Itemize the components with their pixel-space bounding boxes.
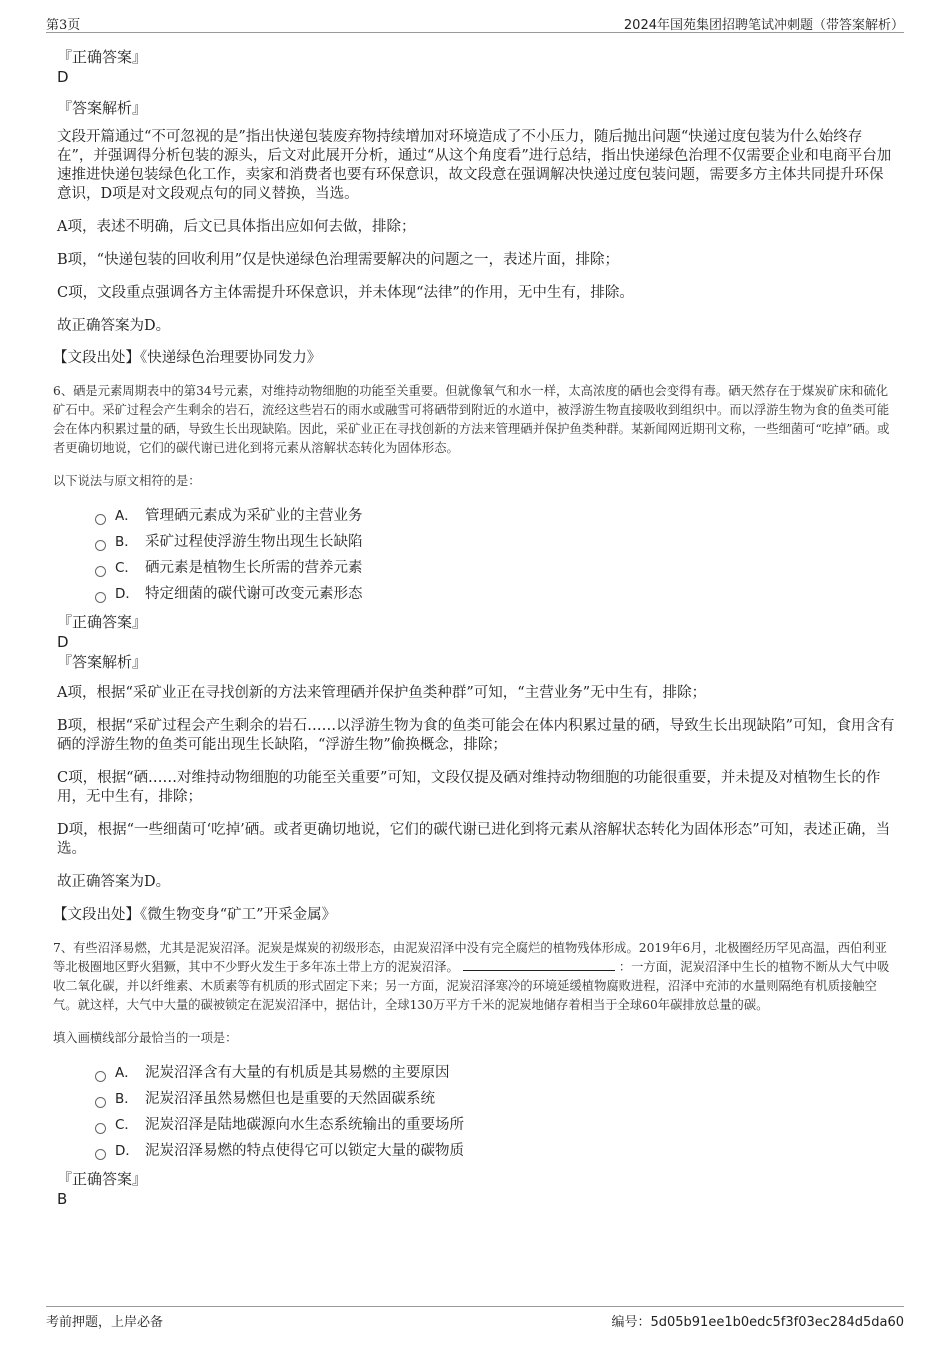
question-6-options bbox=[95, 503, 895, 607]
document-id-value: 5d05b91ee1b0edc5f3f03ec284d5da60 bbox=[650, 1315, 904, 1330]
option-a[interactable] bbox=[95, 503, 895, 529]
radio-button-icon[interactable] bbox=[95, 540, 106, 551]
page-header bbox=[46, 12, 904, 33]
radio-button-icon[interactable] bbox=[95, 514, 106, 525]
option-text: 硒元素是植物生长所需的营养元素 bbox=[145, 560, 363, 576]
analysis-conclusion: 故正确答案为D。 bbox=[57, 318, 171, 334]
radio-button-icon[interactable] bbox=[95, 1123, 106, 1134]
option-text: 泥炭沼泽易燃的特点使得它可以锁定大量的碳物质 bbox=[145, 1143, 464, 1159]
fill-in-blank bbox=[463, 958, 615, 971]
correct-answer-value: B bbox=[57, 1190, 68, 1208]
analysis-option-b: B项，根据“采矿过程会产生剩余的岩石……以浮游生物为食的鱼类可能会在体内积累过量的硒，导致生长出现缺陷”可知，食用含有硒的浮游生物的鱼类可能出现生长缺陷，“浮游生物”偷换概念，排除； bbox=[57, 718, 895, 753]
analysis-label: 『答案解析』 bbox=[57, 99, 148, 117]
page-content bbox=[53, 45, 895, 1209]
radio-button-icon[interactable] bbox=[95, 1149, 106, 1160]
question-6-prompt: 以下说法与原文相符的是： bbox=[53, 474, 201, 488]
analysis-option-c: C项，文段重点强调各方主体需提升环保意识，并未体现“法律”的作用，无中生有，排除。 bbox=[57, 285, 634, 301]
page-number: 第3页 bbox=[46, 18, 81, 33]
option-b[interactable] bbox=[95, 529, 895, 555]
option-b[interactable] bbox=[95, 1086, 895, 1112]
analysis-option-d: D项，根据“一些细菌可‘吃掉’硒。或者更确切地说，它们的碳代谢已进化到将元素从溶解状态转化为固体形态”可知，表述正确，当选。 bbox=[57, 822, 891, 857]
option-c[interactable] bbox=[95, 1112, 895, 1138]
option-a[interactable] bbox=[95, 1060, 895, 1086]
radio-button-icon[interactable] bbox=[95, 1097, 106, 1108]
footer-slogan: 考前押题，上岸必备 bbox=[46, 1315, 164, 1330]
option-text: 泥炭沼泽是陆地碳源向水生态系统输出的重要场所 bbox=[145, 1117, 464, 1133]
correct-answer-value: D bbox=[57, 633, 69, 651]
question-7-stem-part2: ：一方面，泥炭沼泽中生长的植物不断从大气中吸收二氧化碳，并以纤维素、木质素等有机质的形式固定下来；另一方面，泥炭沼泽寒冷的环境延缓植物腐败进程，沼泽中充沛的水量则隔绝有机质接触空气。就这样，大气中大量的碳被锁定在泥炭沼泽中，据估计，全球130万平方千米的泥炭地储存着相当于全球60年碳排放总量的碳。 bbox=[53, 960, 890, 1012]
question-7-stem bbox=[53, 939, 895, 1015]
radio-button-icon[interactable] bbox=[95, 592, 106, 603]
correct-answer-label: 『正确答案』 bbox=[57, 613, 148, 631]
radio-button-icon[interactable] bbox=[95, 1071, 106, 1082]
option-key: C． bbox=[115, 560, 138, 576]
analysis-label: 『答案解析』 bbox=[57, 653, 148, 671]
analysis-conclusion: 故正确答案为D。 bbox=[57, 874, 171, 890]
correct-answer-label: 『正确答案』 bbox=[57, 48, 148, 66]
option-text: 特定细菌的碳代谢可改变元素形态 bbox=[145, 586, 363, 602]
option-text: 管理硒元素成为采矿业的主营业务 bbox=[145, 508, 363, 524]
option-key: D． bbox=[115, 1143, 139, 1159]
analysis-option-a: A项，根据“采矿业正在寻找创新的方法来管理硒并保护鱼类种群”可知，“主营业务”无中生有，排除； bbox=[57, 685, 707, 701]
question-7-options bbox=[95, 1060, 895, 1164]
document-id bbox=[611, 1311, 904, 1330]
option-key: A． bbox=[115, 1065, 138, 1081]
option-key: A． bbox=[115, 508, 138, 524]
option-key: B． bbox=[115, 534, 138, 550]
passage-source: 【文段出处】《快递绿色治理要协同发力》 bbox=[53, 350, 322, 366]
analysis-option-a: A项，表述不明确，后文已具体指出应如何去做，排除； bbox=[57, 219, 416, 235]
option-text: 采矿过程使浮游生物出现生长缺陷 bbox=[145, 534, 363, 550]
question-6-stem: 6、硒是元素周期表中的第34号元素，对维持动物细胞的功能至关重要。但就像氧气和水一样，太高浓度的硒也会变得有毒。硒天然存在于煤炭矿床和硫化矿石中。采矿过程会产生剩余的岩石，流经这些岩石的雨水或融雪可将硒带到附近的水道中，被浮游生物直接吸收到组织中。而以浮游生物为食的鱼类可能会在体内积累过量的硒，导致生长出现缺陷。因此，采矿业正在寻找创新的方法来管理硒并保护鱼类种群。某新闻网近期刊文称，一些细菌可“吃掉”硒。或者更确切地说，它们的碳代谢已进化到将元素从溶解状态转化为固体形态。 bbox=[53, 384, 890, 455]
analysis-option-b: B项，“快递包装的回收利用”仅是快递绿色治理需要解决的问题之一，表述片面，排除； bbox=[57, 252, 619, 268]
question-7-stem-part1: 7、有些沼泽易燃，尤其是泥炭沼泽。泥炭是煤炭的初级形态，由泥炭沼泽中没有完全腐烂的植物残体形成。2019年6月，北极圈经历罕见高温，西伯利亚等北极圈地区野火猖獗，其中不少野火发生于多年冻土带上方的泥炭沼泽。 bbox=[53, 941, 887, 974]
document-id-label: 编号： bbox=[611, 1315, 651, 1330]
option-key: B． bbox=[115, 1091, 138, 1107]
option-text: 泥炭沼泽虽然易燃但也是重要的天然固碳系统 bbox=[145, 1091, 435, 1107]
correct-answer-label: 『正确答案』 bbox=[57, 1170, 148, 1188]
radio-button-icon[interactable] bbox=[95, 566, 106, 577]
document-title: 2024年国苑集团招聘笔试冲刺题（带答案解析） bbox=[623, 18, 904, 33]
option-d[interactable] bbox=[95, 581, 895, 607]
option-key: D． bbox=[115, 586, 139, 602]
page-footer bbox=[46, 1306, 904, 1329]
question-7-prompt: 填入画横线部分最恰当的一项是： bbox=[53, 1031, 238, 1045]
analysis-paragraph: 文段开篇通过“不可忽视的是”指出快递包装废弃物持续增加对环境造成了不小压力，随后抛出问题“快递过度包装为什么始终存在”，并强调得分析包装的源头，后文对此展开分析，通过“从这个角度看”进行总结，指出快递绿色治理不仅需要企业和电商平台加速推进快递包装绿色化工作，卖家和消费者也要有环保意识，故文段意在强调解决快递过度包装问题，需要多方主体共同提升环保意识，D项是对文段观点句的同义替换，当选。 bbox=[57, 129, 892, 202]
passage-source: 【文段出处】《微生物变身“矿工”开采金属》 bbox=[53, 907, 337, 923]
analysis-option-c: C项，根据“硒……对维持动物细胞的功能至关重要”可知，文段仅提及硒对维持动物细胞的功能很重要，并未提及对植物生长的作用，无中生有，排除； bbox=[57, 770, 881, 805]
option-key: C． bbox=[115, 1117, 138, 1133]
option-d[interactable] bbox=[95, 1138, 895, 1164]
option-c[interactable] bbox=[95, 555, 895, 581]
option-text: 泥炭沼泽含有大量的有机质是其易燃的主要原因 bbox=[145, 1065, 450, 1081]
correct-answer-value: D bbox=[57, 68, 69, 86]
